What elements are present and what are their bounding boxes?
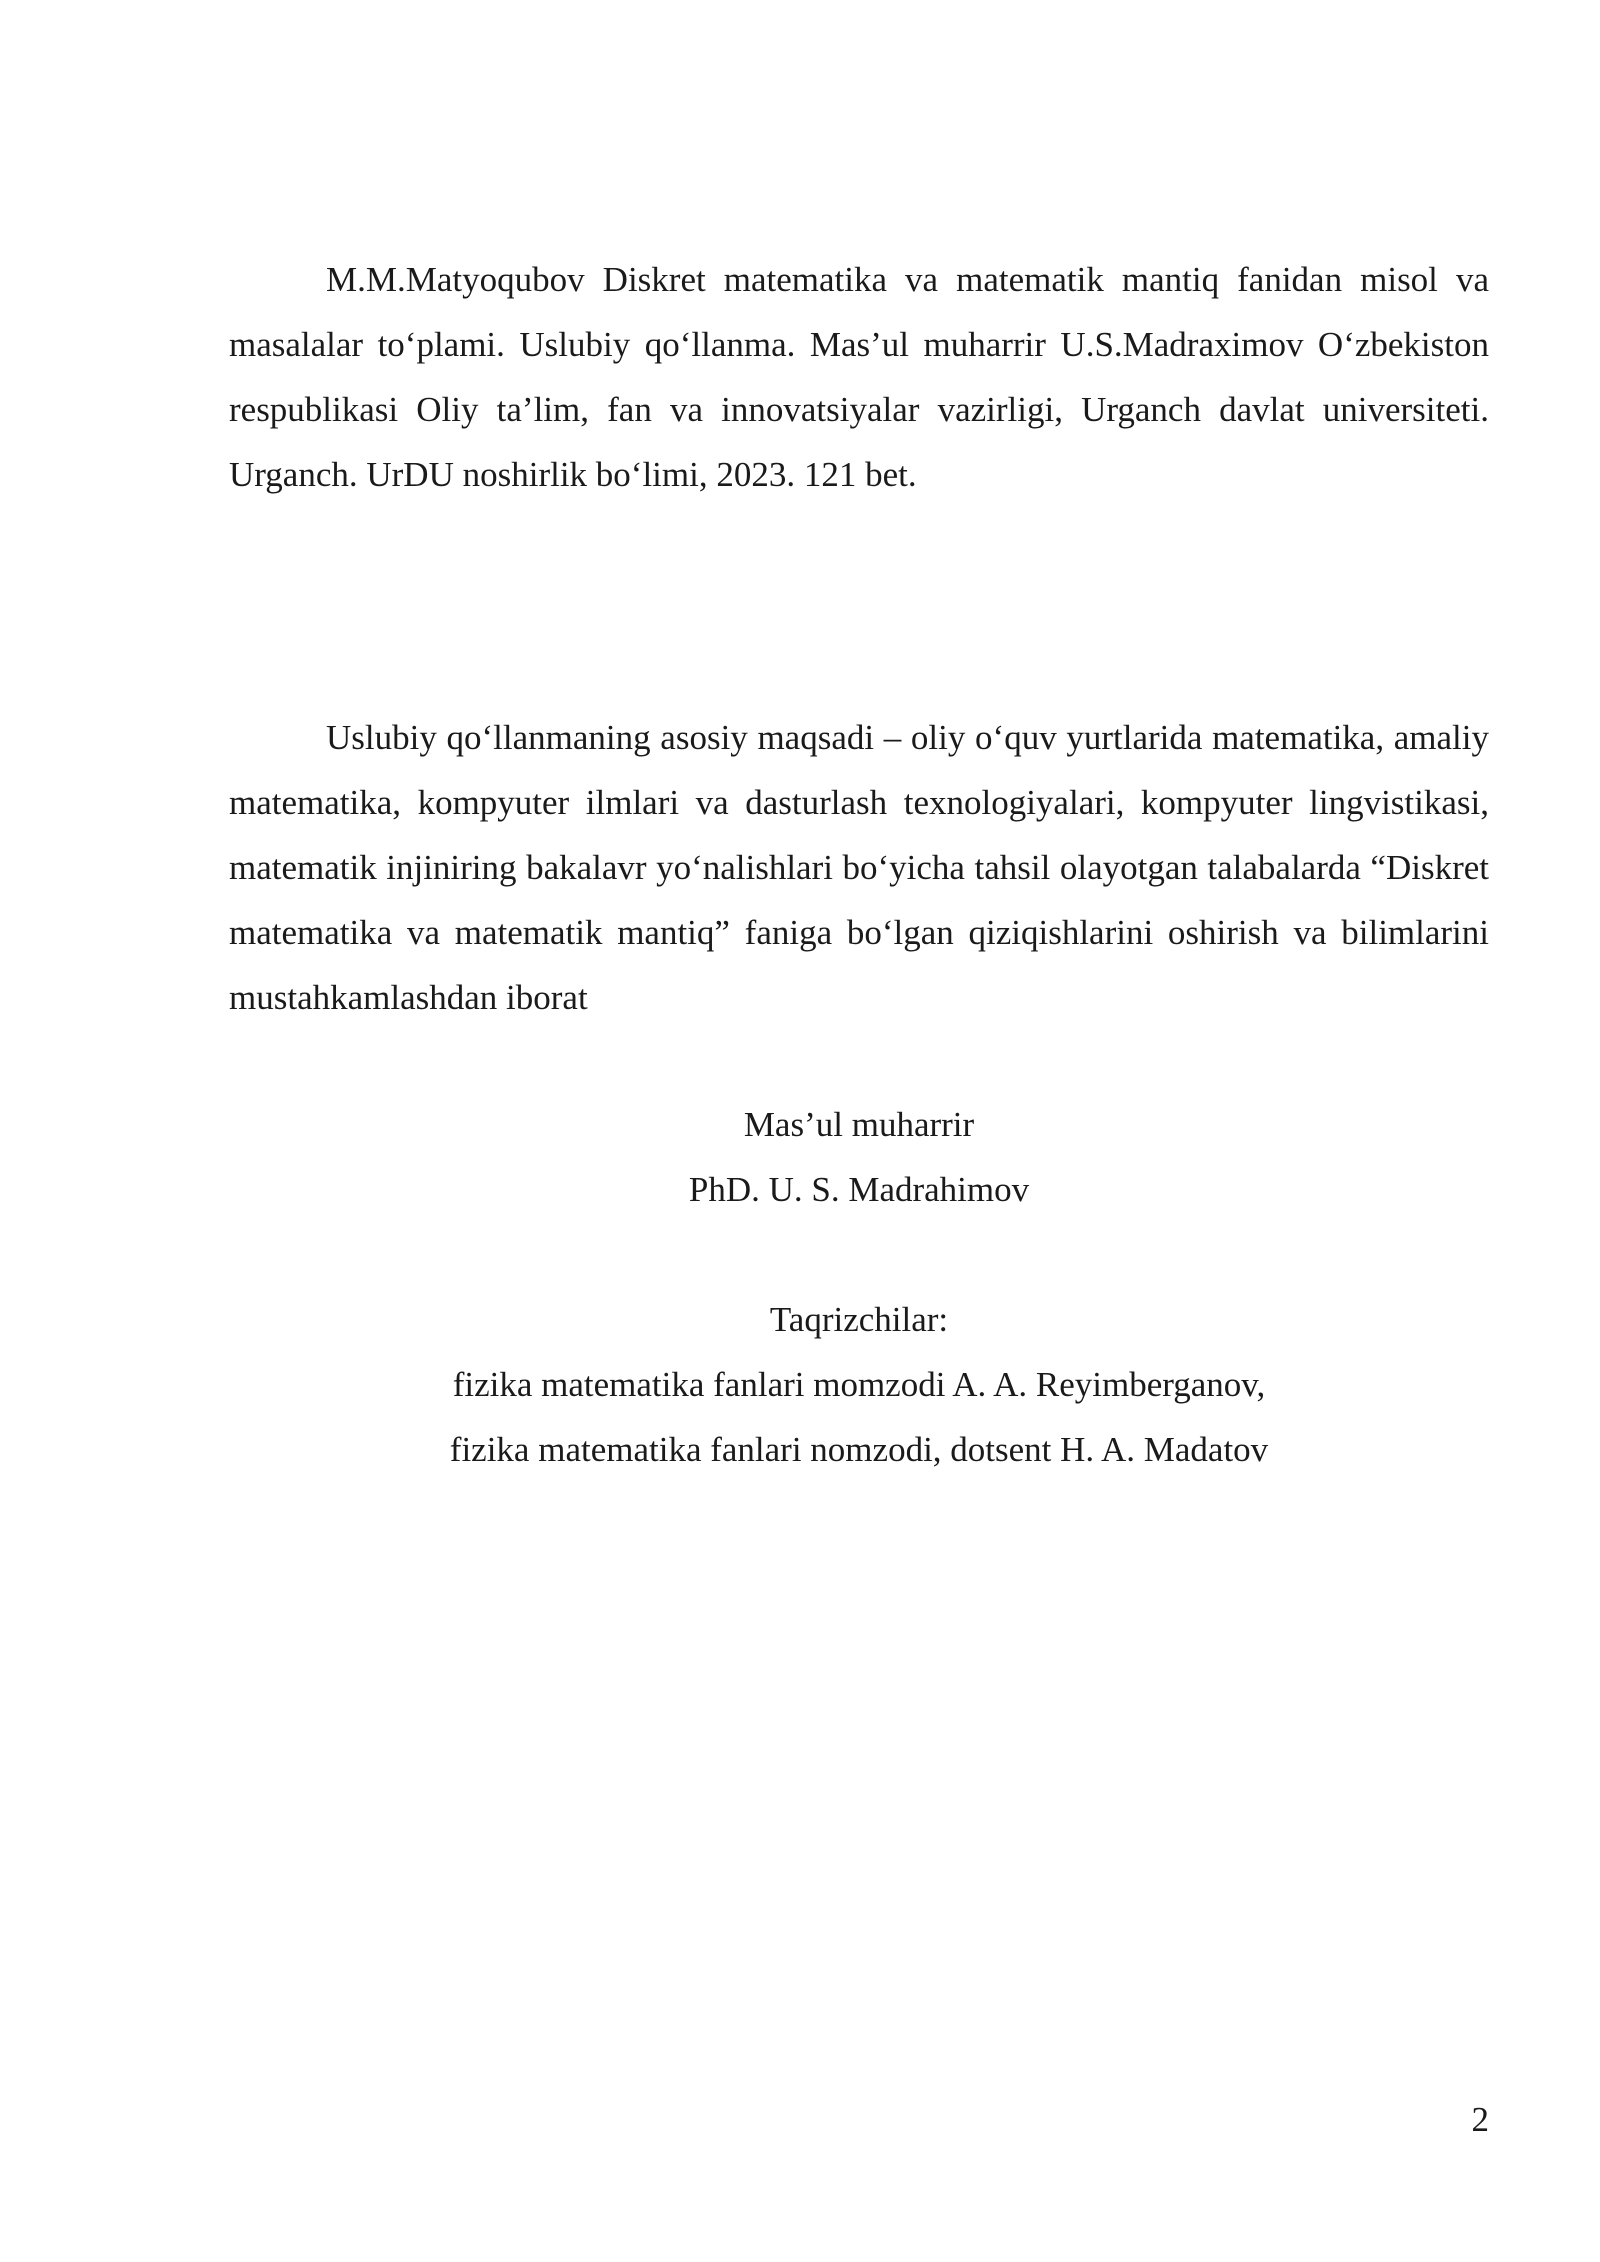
reviewers-block	[229, 1287, 1489, 1482]
reviewer-item: fizika matematika fanlari momzodi A. A. Reyimberganov,	[452, 1365, 1266, 1404]
bibliographic-note: M.M.Matyoqubov Diskret matematika va matematik mantiq fanidan misol va masalalar to‘plami. Uslubiy qo‘llanma. Mas’ul muharrir U.S.Madraximov O‘zbekiston respublikasi Oliy ta’lim, fan va innovatsiyalar vazirligi, Urganch davlat universiteti. Urganch. UrDU noshirlik bo‘limi, 2023. 121 bet.	[229, 260, 1489, 494]
page-number: 2	[1471, 2100, 1489, 2139]
annotation-paragraph: Uslubiy qo‘llanmaning asosiy maqsadi – oliy o‘quv yurtlarida matematika, amaliy matematika, kompyuter ilmlari va dasturlash texnologiyalari, kompyuter lingvistikasi, matematik injiniring bakalavr yo‘nalishlari bo‘yicha tahsil olayotgan talabalarda “Diskret matematika va matematik mantiq” faniga bo‘lgan qiziqishlarini oshirish va bilimlarini mustahkamlashdan iborat	[229, 718, 1489, 1017]
editor-name: PhD. U. S. Madrahimov	[688, 1170, 1030, 1209]
reviewer-item: fizika matematika fanlari nomzodi, dotsent H. A. Madatov	[449, 1430, 1269, 1469]
editor-label: Mas’ul muharrir	[743, 1105, 975, 1144]
reviewers-label: Taqrizchilar:	[769, 1300, 949, 1339]
editor-block	[229, 1092, 1489, 1222]
